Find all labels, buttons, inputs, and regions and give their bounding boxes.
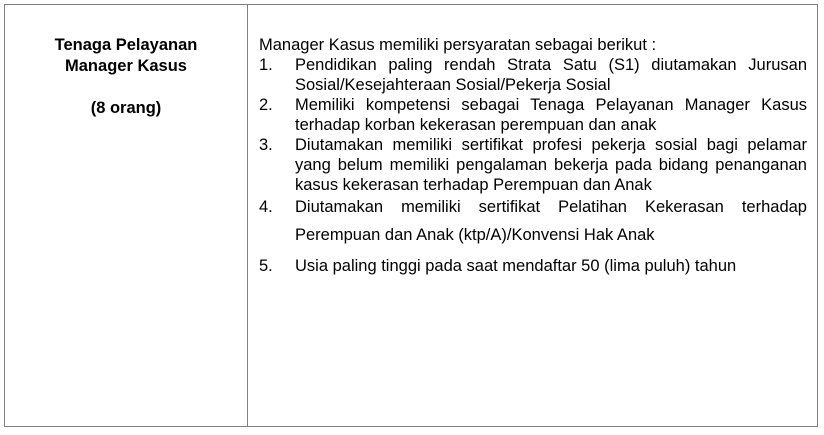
item-number: 4.: [259, 198, 273, 216]
item-number: 5.: [259, 257, 273, 275]
role-cell: [5, 5, 248, 426]
item-text: Usia paling tinggi pada saat mendaftar 50 (lima puluh) tahun: [295, 257, 737, 275]
requirements-intro: Manager Kasus memiliki persyaratan sebagai berikut :: [259, 36, 657, 54]
role-title-line2: Manager Kasus: [65, 57, 187, 75]
item-number: 1.: [259, 56, 273, 74]
item-text: Diutamakan memiliki sertifikat Pelatihan Kekerasan terhadap Perempuan dan Anak (ktp/A)/Konvensi Hak Anak: [295, 198, 807, 244]
list-item: [259, 193, 807, 249]
requirements-table: [4, 4, 818, 427]
role-count: (8 orang): [90, 99, 162, 117]
item-number: 3.: [259, 136, 273, 154]
item-text: Diutamakan memiliki sertifikat profesi pekerja sosial bagi pelamar yang belum memiliki pengalaman bekerja pada bidang penanganan kasus kekerasan terhadap Perempuan dan Anak: [295, 136, 807, 194]
item-text: Memiliki kompetensi sebagai Tenaga Pelayanan Manager Kasus terhadap korban kekerasan perempuan dan anak: [295, 96, 807, 134]
item-number: 2.: [259, 96, 273, 114]
requirements-list: [259, 55, 807, 280]
list-item: [259, 135, 807, 195]
list-item: [259, 95, 807, 135]
role-title-line1: Tenaga Pelayanan: [54, 36, 198, 54]
list-item: [259, 252, 807, 280]
requirements-cell: [248, 5, 817, 426]
list-item: [259, 55, 807, 95]
item-text: Pendidikan paling rendah Strata Satu (S1) diutamakan Jurusan Sosial/Kesejahteraan Sosial/Pekerja Sosial: [295, 56, 807, 94]
